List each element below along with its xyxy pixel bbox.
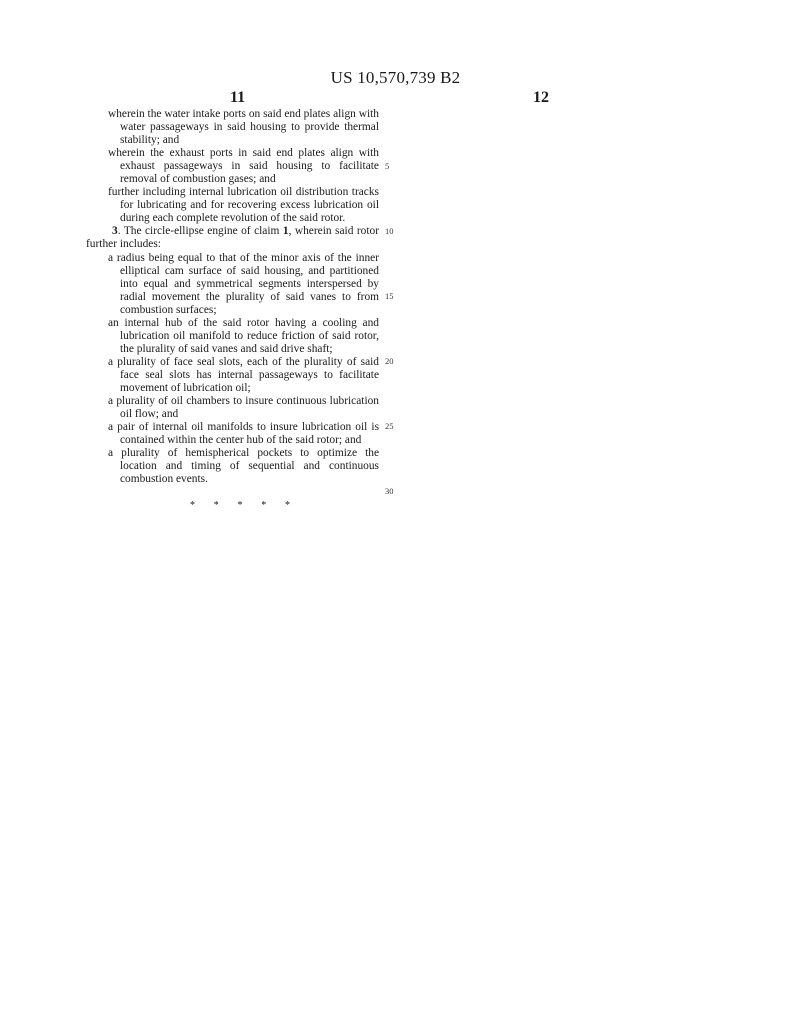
claim-element-hemispherical-pockets: a plurality of hemispherical pockets to optimize the location and timing of sequential and continuous combustion events. [108,447,379,486]
claim-element-water-intake: wherein the water intake ports on said end plates align with water passageways in said housing to provide thermal stability; and [108,108,379,147]
claim-element-lubrication-tracks: further including internal lubrication oil distribution tracks for lubricating and for recovering excess lubrication oil during each complete revolution of the said rotor. [108,186,379,225]
line-number: 20 [385,356,394,366]
line-number: 30 [385,486,394,496]
claims-text-column [86,108,379,486]
line-number: 15 [385,291,394,301]
claim-element-oil-manifolds: a pair of internal oil manifolds to insure lubrication oil is contained within the center hub of the said rotor; and [108,421,379,447]
end-mark: * [237,500,243,511]
claim-element-face-seal-slots: a plurality of face seal slots, each of the plurality of said face seal slots has internal passageways to facilitate movement of lubrication oil; [108,355,379,394]
claim-element-radius: a radius being equal to that of the minor axis of the inner elliptical cam surface of said housing, and partitioned into equal and symmetrical segments interspersed by radial movement the plurality of said vanes to from combustion surfaces; [108,251,379,316]
claim-number: 3 [112,225,118,238]
left-column-number: 11 [230,89,246,106]
right-column-number: 12 [533,89,549,106]
end-mark: * [213,500,219,511]
claim-reference: 1 [282,225,289,238]
line-number: 10 [385,226,394,236]
line-number: 5 [385,161,390,171]
claim-3-preamble [86,225,379,251]
claim-3-text: . The circle-ellipse engine of claim [117,225,283,238]
claim-element-internal-hub: an internal hub of the said rotor having a cooling and lubrication oil manifold to reduce friction of said rotor, the plurality of said vanes and said drive shaft; [108,316,379,355]
end-mark: * [261,500,267,511]
claim-element-exhaust-ports: wherein the exhaust ports in said end plates align with exhaust passageways in said housing to facilitate removal of combustion gases; and [108,147,379,186]
patent-number: US 10,570,739 B2 [330,68,461,87]
end-of-document-marks [190,500,290,511]
claim-3-text-after: , wherein said rotor further includes: [86,225,379,251]
end-mark: * [190,500,195,511]
line-number: 25 [385,421,394,431]
claim-element-oil-chambers: a plurality of oil chambers to insure continuous lubrication oil flow; and [108,395,379,421]
end-mark: * [285,500,290,511]
